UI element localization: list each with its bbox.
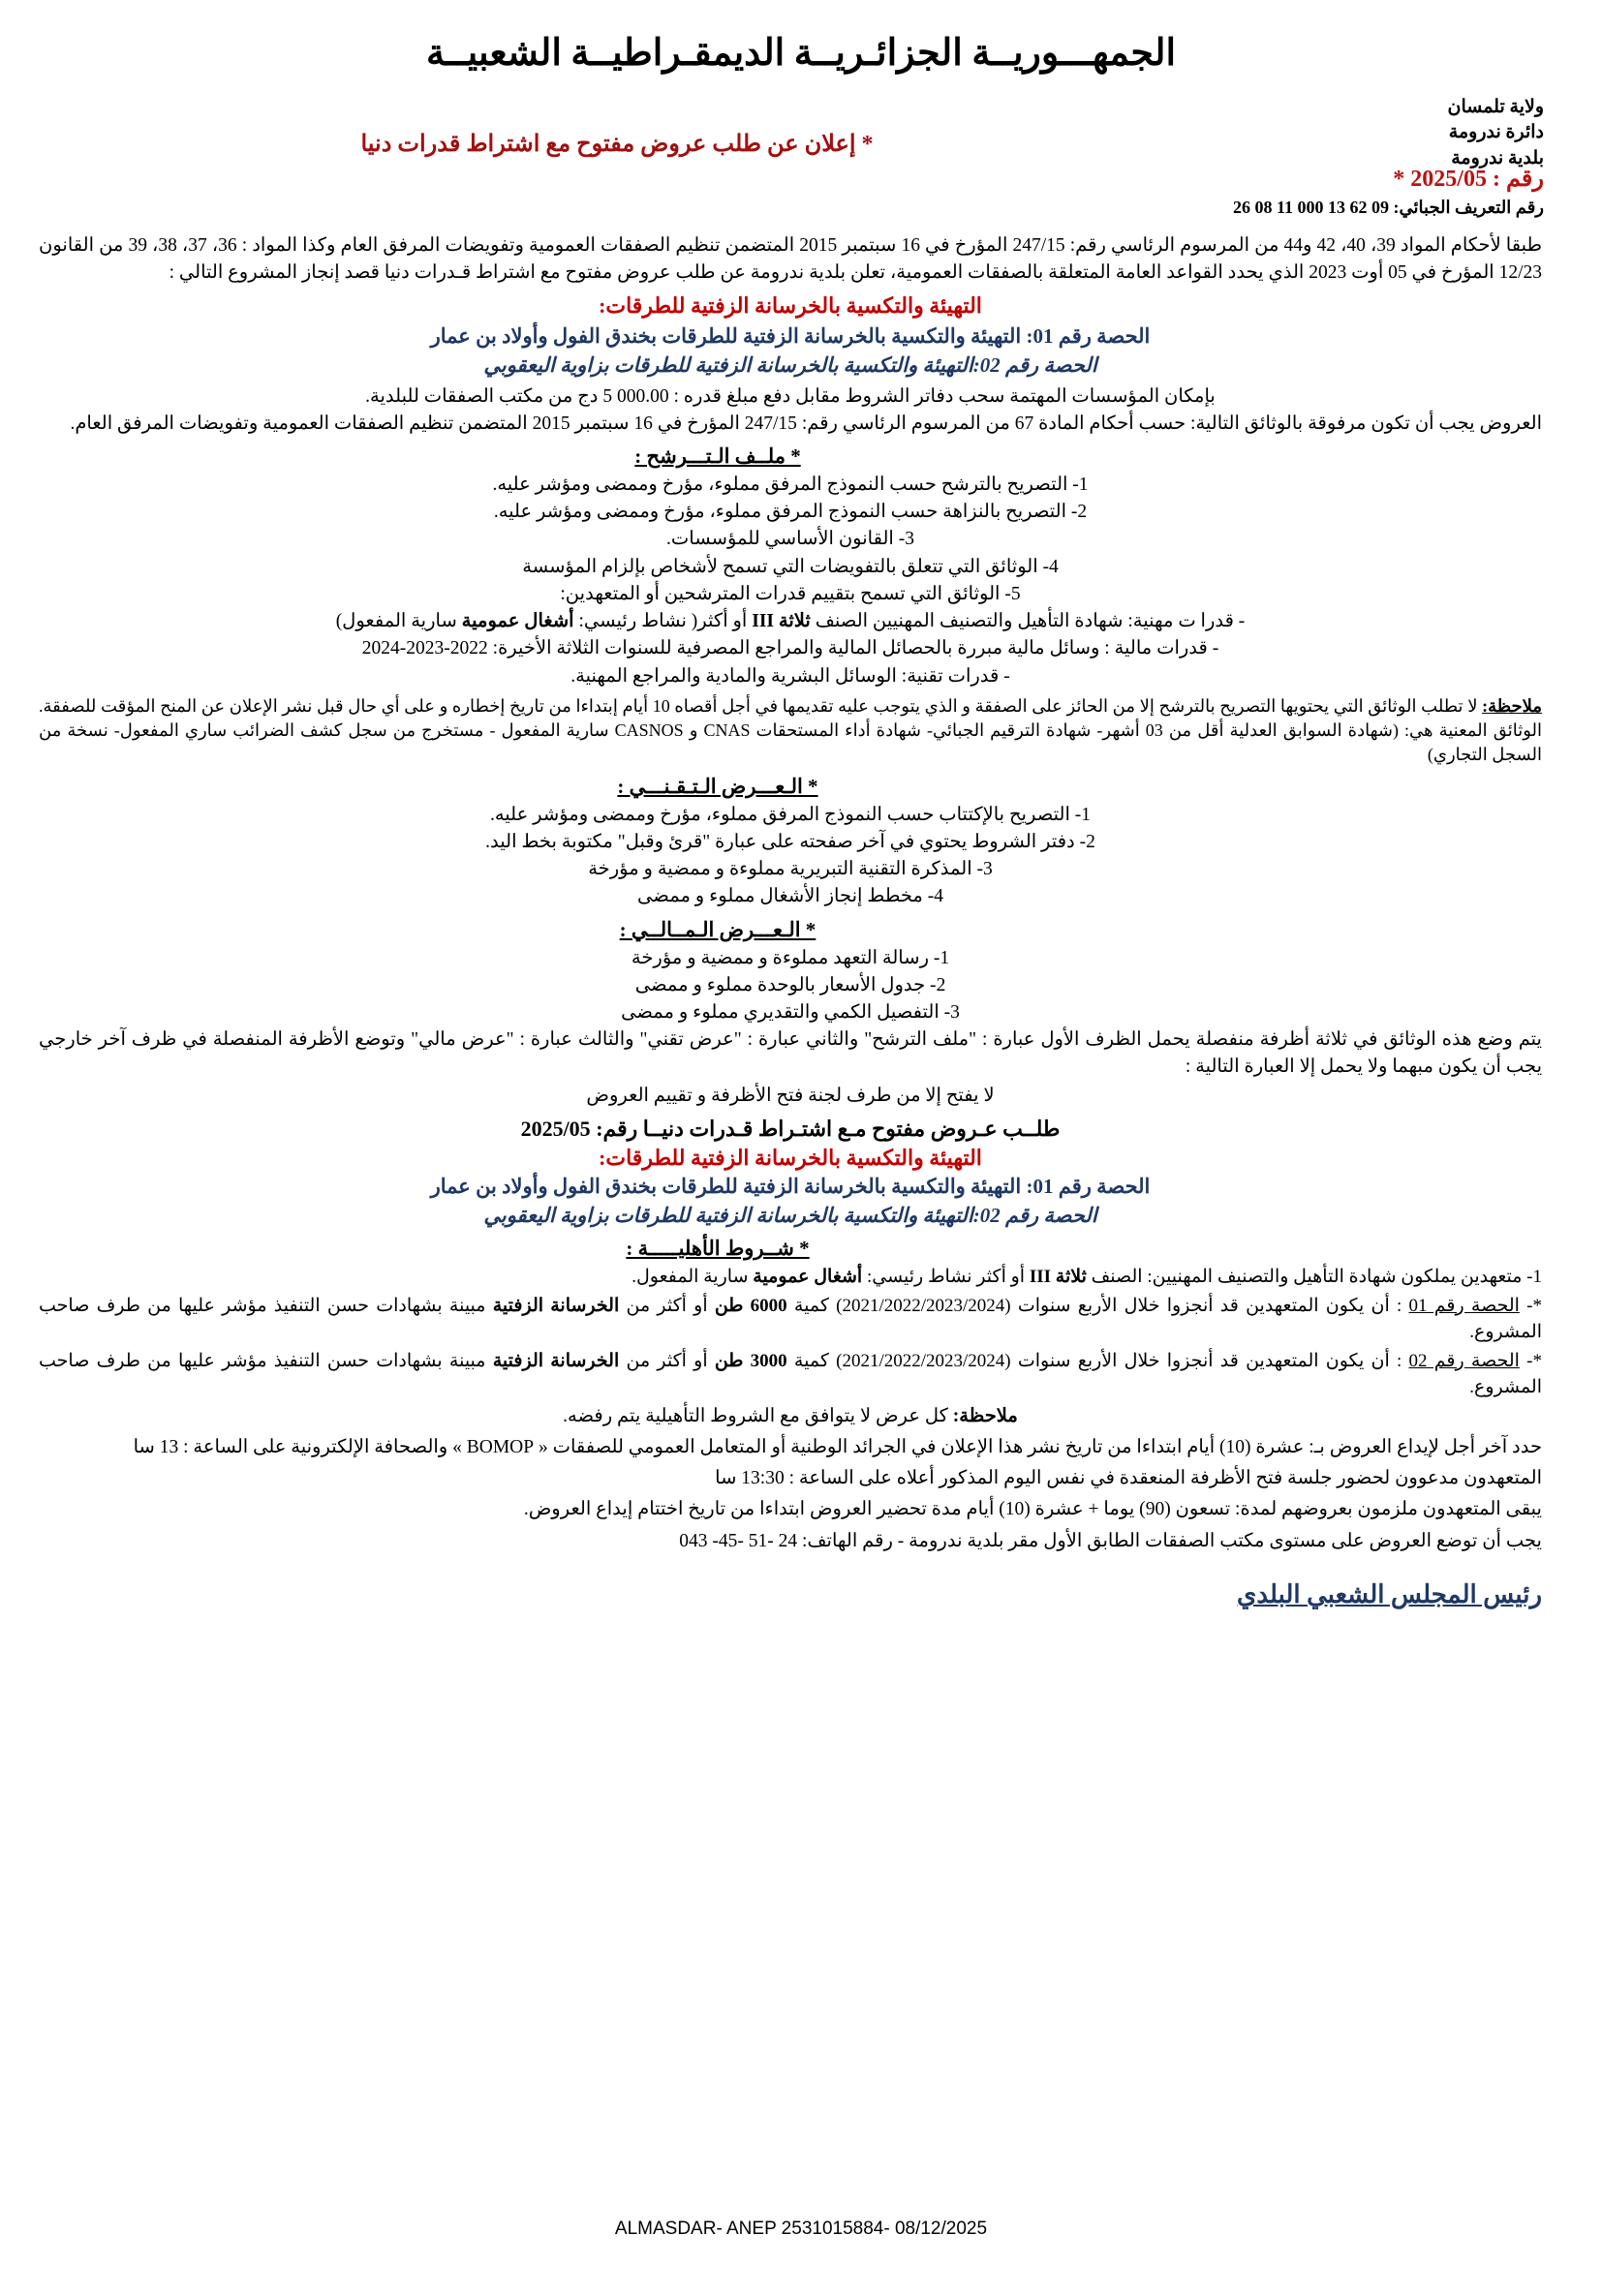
- eligibility-lot1-text-a: : أن يكون المتعهدين قد أنجزوا خلال الأربع سنوات (2021/2022/2023/2024) كمية: [786, 1295, 1409, 1316]
- technical-heading: [39, 775, 1542, 799]
- eligibility-lot2-exec: حسن التنفيذ: [273, 1350, 370, 1371]
- document-page: [0, 31, 1602, 2296]
- list-item: 1- التصريح بالترشح حسب النموذج المرفق مملوء، مؤرخ وممضى ومؤشر عليه.: [492, 474, 1089, 495]
- list-item: 1- التصريح بالإكتتاب حسب النموذج المرفق مملوء، مؤرخ وممضى ومؤشر عليه.: [489, 804, 1092, 825]
- technical-items: [39, 802, 1542, 911]
- deadline-opening: المتعهدون مدعوون لحضور جلسة فتح الأظرفة المنعقدة في نفس اليوم المذكور أعلاه على الساعة : 13:30 سا: [715, 1468, 1542, 1489]
- list-item: 5- الوثائق التي تسمح بتقييم قدرات المترشحين أو المتعهدين:: [560, 583, 1021, 604]
- announcement-number: رقم : 2025/05 *: [1393, 166, 1544, 192]
- financial-heading-text: * الـعـــرض الـمــالــي :: [619, 917, 816, 941]
- wilaya-label: ولاية تلمسان: [1447, 96, 1544, 117]
- eligibility-lot2-material: الخرسانة الزفتية: [492, 1350, 620, 1371]
- candidacy-note-text: لا تطلب الوثائق التي يحتويها التصريح بالترشح إلا من الحائز على الصفقة و الذي يتوجب عليه تقديمها في أجل أقصاه 10 أيام إبتداءا من تاريخ إخطاره و على أي حال قبل نشر الإعلان عن المنح المؤقت للصفقة. الوثائق المعنية هي: (شهادة السوابق العدلية أقل من 03 أشهر- شهادة الترقيم الجبائي- شهادة أداء المستحقات CNAS و CASNOS سارية المفعول - مستخرج من سجل كشف الضرائب ساري المفعول- نسخة من السجل التجاري): [39, 695, 1543, 765]
- deadline-submit: حدد آخر أجل لإيداع العروض بـ: عشرة (10) أيام ابتداءا من تاريخ نشر هذا الإعلان في الجرائد الوطنية أو المتعامل العمومي للصفقات « BOMOP » والصحافة الإلكترونية على الساعة : 13 سا: [133, 1436, 1542, 1457]
- eligibility-heading: [39, 1237, 1542, 1261]
- envelopes-outer-text: لا يفتح إلا من طرف لجنة فتح الأظرفة و تقييم العروض: [586, 1085, 995, 1106]
- eligibility-lot2-text-b: أو أكثر من: [619, 1350, 715, 1371]
- signature-line: رئيس المجلس الشعبي البلدي: [1237, 1579, 1542, 1608]
- daira-label: دائرة ندرومة: [1448, 122, 1544, 143]
- offers-note: العروض يجب أن تكون مرفوقة بالوثائق التالية: حسب أحكام المادة 67 من المرسوم الرئاسي رقم: 247/15 المؤرخ في 16 سبتمبر 2015 المتضمن تنظيم الصفقات العمومية وتفويضات المرفق العام.: [70, 413, 1542, 435]
- eligibility-note: [39, 1403, 1542, 1430]
- list-item: 2- التصريح بالنزاهة حسب النموذج المرفق مملوء، مؤرخ وممضى ومؤشر عليه.: [493, 502, 1088, 523]
- capacity-professional: [39, 608, 1542, 635]
- repeat-title-red: التهيئة والتكسية بالخرسانة الزفتية للطرقات:: [599, 1146, 982, 1171]
- candidacy-heading: [39, 444, 1542, 469]
- repeat-title-black: طلــب عـروض مفتوح مـع اشتـراط قـدرات دنيــا رقم: 2025/05: [520, 1117, 1061, 1142]
- list-item: 3- التفصيل الكمي والتقديري مملوء و ممضى: [621, 1002, 960, 1024]
- submission-location: يجب أن توضع العروض على مستوى مكتب الصفقات الطابق الأول مقر بلدية ندرومة - رقم الهاتف: 24 -51 -45- 043: [679, 1530, 1542, 1551]
- purchase-note: بإمكان المؤسسات المهتمة سحب دفاتر الشروط مقابل دفع مبلغ قدره : 000.00 5 دج من مكتب الصفقات للبلدية.: [365, 385, 1216, 407]
- candidacy-note: [39, 694, 1542, 768]
- repeat-lot-1: الحصة رقم 01: التهيئة والتكسية بالخرسانة الزفتية للطرقات بخندق الفول وأولاد بن عمار: [430, 1175, 1151, 1199]
- eligibility-lot-1: *- الحصة رقم 01 : أن يكون المتعهدين قد أنجزوا خلال الأربع سنوات (2021/2022/2023/2024) كمية 6000 طن أو أكثر من الخرسانة الزفتية مبينة بشهادات حسن التنفيذ مؤشر عليها من طرف صاحب المشروع.: [39, 1295, 1542, 1343]
- list-item: 3- القانون الأساسي للمؤسسات.: [666, 529, 914, 550]
- capacity-technical: - قدرات تقنية: الوسائل البشرية والمادية والمراجع المهنية.: [570, 665, 1010, 687]
- eligibility-lot2-text-a: : أن يكون المتعهدين قد أنجزوا خلال الأربع سنوات (2021/2022/2023/2024) كمية: [786, 1350, 1409, 1371]
- eligibility-lot2-label: الحصة رقم 02: [1408, 1350, 1520, 1371]
- announcement-title: * إعلان عن طلب عروض مفتوح مع اشتراط قدرات دنيا: [360, 132, 874, 158]
- financial-items: [39, 945, 1542, 1027]
- capacity-pro-mid: أو أكثر( نشاط رئيسي:: [578, 611, 748, 632]
- eligibility-note-label: ملاحظة:: [952, 1405, 1018, 1426]
- list-item: 1- رسالة التعهد مملوءة و ممضية و مؤرخة: [631, 947, 950, 968]
- eligibility-lot-2: *- الحصة رقم 02 : أن يكون المتعهدين قد أنجزوا خلال الأربع سنوات (2021/2022/2023/2024) كمية 3000 طن أو أكثر من الخرسانة الزفتية مبينة بشهادات حسن التنفيذ مؤشر عليها من طرف صاحب المشروع.: [39, 1350, 1542, 1398]
- page-title: الجمهـــوريــة الجزائـريــة الديمقـراطيــة الشعبيــة: [425, 33, 1177, 74]
- footer-reference: ALMASDAR- ANEP 2531015884- 08/12/2025: [614, 2219, 988, 2239]
- capacity-pro-class-roman: III: [752, 611, 775, 632]
- repeat-lot-2: الحصة رقم 02:التهيئة والتكسية بالخرسانة الزفتية للطرقات بزاوية اليعقوبي: [483, 1204, 1097, 1227]
- fiscal-id-line: [0, 196, 1602, 219]
- eligibility-heading-text: * شــروط الأهليـــــة :: [626, 1236, 810, 1260]
- eligibility-item1-prefix: 1- متعهدين يملكون شهادة التأهيل والتصنيف المهنيين: الصنف: [1091, 1266, 1542, 1287]
- eligibility-lot1-exec: حسن التنفيذ: [273, 1295, 370, 1316]
- capacity-financial: - قدرات مالية : وسائل مالية مبررة بالحصائل المالية والمراجع المصرفية للسنوات الثلاثة الأخيرة: 2022-2023-2024: [361, 638, 1219, 659]
- eligibility-item1-activity: أشغال عمومية: [753, 1266, 863, 1287]
- project-lot-2: الحصة رقم 02:التهيئة والتكسية بالخرسانة الزفتية للطرقات بزاوية اليعقوبي: [483, 352, 1097, 377]
- fiscal-id-label: رقم التعريف الجبائي:: [1393, 197, 1544, 217]
- list-item: 4- الوثائق التي تتعلق بالتفويضات التي تسمح لأشخاص بإلزام المؤسسة: [522, 556, 1059, 577]
- eligibility-item1-suffix: سارية المفعول.: [632, 1266, 749, 1287]
- eligibility-lot1-label: الحصة رقم 01: [1408, 1295, 1520, 1316]
- eligibility-lot1-text-b: أو أكثر من: [619, 1295, 715, 1316]
- eligibility-item1-mid: أو أكثر نشاط رئيسي:: [866, 1266, 1026, 1287]
- offer-validity: يبقى المتعهدون ملزمون بعروضهم لمدة: تسعون (90) يوما + عشرة (10) أيام مدة تحضير العروض ابتداءا من تاريخ اختتام إيداع العروض.: [523, 1499, 1542, 1520]
- project-title: التهيئة والتكسية بالخرسانة الزفتية للطرقات:: [599, 293, 982, 319]
- fiscal-id-value: 26 08 11 000 13 62 09: [1233, 197, 1390, 217]
- candidacy-note-label: ملاحظة:: [1482, 695, 1542, 716]
- eligibility-note-text: كل عرض لا يتوافق مع الشروط التأهيلية يتم رفضه.: [563, 1405, 953, 1426]
- eligibility-item1-class-roman: III: [1029, 1266, 1052, 1287]
- capacity-pro-class-ar: ثلاثة: [778, 611, 811, 632]
- technical-heading-text: * الـعـــرض الـتـقـنـــي :: [617, 774, 818, 798]
- document-body: [0, 232, 1602, 1555]
- capacity-pro-activity: أشغال عمومية: [461, 611, 574, 632]
- list-item: 2- دفتر الشروط يحتوي في آخر صفحته على عبارة "قرئ وقبل" مكتوبة بخط اليد.: [485, 831, 1095, 852]
- eligibility-lot1-quantity: 6000 طن: [714, 1295, 787, 1316]
- list-item: 4- مخطط إنجاز الأشغال مملوء و ممضى: [637, 886, 943, 907]
- candidacy-items: [39, 472, 1542, 608]
- list-item: 2- جدول الأسعار بالوحدة مملوء و ممضى: [634, 974, 946, 995]
- capacity-pro-suffix: سارية المفعول): [335, 611, 457, 632]
- financial-heading: [39, 918, 1542, 942]
- eligibility-item1-class-ar: ثلاثة: [1055, 1266, 1087, 1287]
- envelopes-paragraph: يتم وضع هذه الوثائق في ثلاثة أظرفة منفصلة يحمل الظرف الأول عبارة : "ملف الترشح" والثاني عبارة : "عرض تقني" والثالث عبارة : "عرض مالي" وتوضع الأظرفة المنفصلة في ظرف آخر خارجي يجب أن يكون مبهما ولا يحمل إلا العبارة التالية :: [39, 1029, 1542, 1078]
- intro-paragraph: طبقا لأحكام المواد 39، 40، 42 و44 من المرسوم الرئاسي رقم: 247/15 المؤرخ في 16 سبتمبر 2015 المتضمن تنظيم الصفقات العمومية وتفويضات المرفق العام وكذا المواد : 36، 37، 38، 39 من القانون 12/23 المؤرخ في 05 أوت 2023 الذي يحدد القواعد العامة المتعلقة بالصفقات العمومية، تعلن بلدية ندرومة عن طلب عروض مفتوح مع اشتراط قـدرات دنيا قصد إنجاز المشروع التالي :: [39, 234, 1543, 283]
- eligibility-lot1-material: الخرسانة الزفتية: [492, 1295, 620, 1316]
- candidacy-heading-text: * ملــف الـتـــرشح :: [634, 444, 801, 468]
- eligibility-item-1: [39, 1264, 1542, 1291]
- list-item: 3- المذكرة التقنية التبريرية مملوءة و ممضية و مؤرخة: [588, 859, 993, 880]
- eligibility-lot2-quantity: 3000 طن: [714, 1350, 787, 1371]
- commune-label: بلدية ندرومة: [1451, 148, 1544, 169]
- capacity-pro-prefix: - قدرا ت مهنية: شهادة التأهيل والتصنيف المهنيين الصنف: [815, 611, 1246, 632]
- project-lot-1: الحصة رقم 01: التهيئة والتكسية بالخرسانة الزفتية للطرقات بخندق الفول وأولاد بن عمار: [430, 323, 1151, 348]
